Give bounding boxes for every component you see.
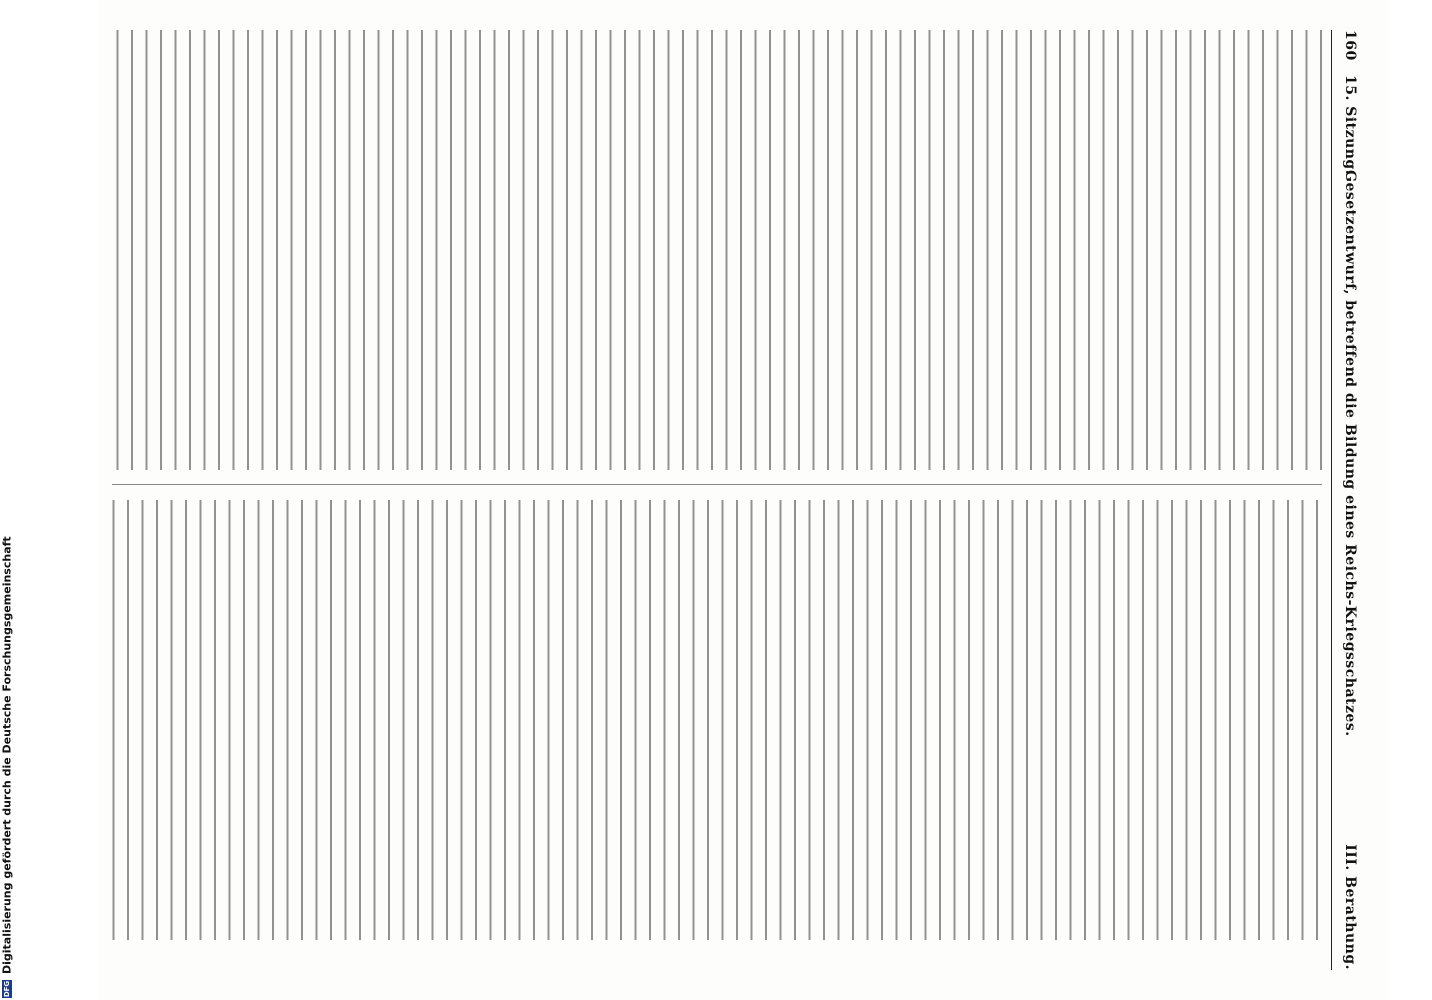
document-subject: Gesetzentwurf, betreffend die Bildung eines Reichs-Kriegsschatzes. xyxy=(1342,170,1358,737)
reading-label: III. Berathung. xyxy=(1342,844,1358,970)
right-text-column xyxy=(112,500,1322,940)
dfg-logo-icon: DFG xyxy=(3,980,11,998)
left-column-text-lines xyxy=(112,30,1322,470)
session-label: 15. Sitzung. xyxy=(1342,75,1358,176)
header-rule xyxy=(1331,30,1332,970)
running-head xyxy=(1336,30,1358,970)
scanned-page xyxy=(98,0,1388,1000)
page-number: 160 xyxy=(1342,30,1358,61)
right-column-text-lines xyxy=(112,500,1322,940)
left-text-column xyxy=(112,30,1322,470)
attribution-text: Digitalisierung gefördert durch die Deutsche Forschungsgemeinschaft xyxy=(0,536,14,974)
column-divider xyxy=(112,484,1322,485)
digitization-attribution xyxy=(0,0,20,1000)
